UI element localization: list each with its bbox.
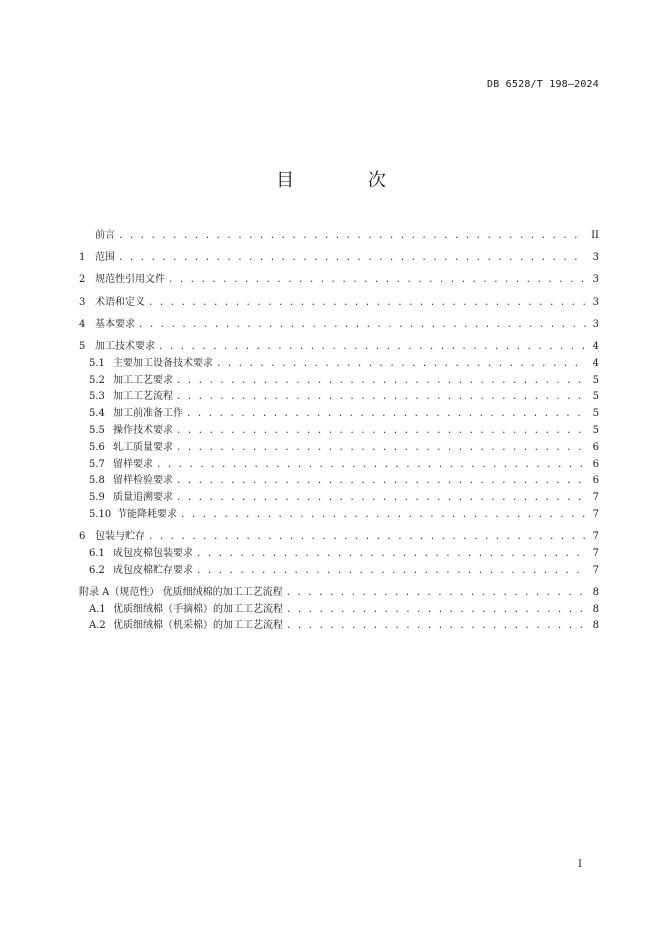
toc-entry-page: 7 <box>592 531 599 543</box>
toc-entry-page: 6 <box>592 458 599 470</box>
toc-entry-page: 4 <box>592 357 599 369</box>
toc-entry-number: 6 <box>79 531 86 543</box>
toc-entry-page: 7 <box>592 492 599 504</box>
toc-entry[interactable] <box>79 602 599 619</box>
toc-entry[interactable] <box>79 490 599 507</box>
toc-entry[interactable] <box>79 295 599 312</box>
toc-entry-number: 5 <box>79 340 86 352</box>
toc-entry[interactable] <box>79 457 599 474</box>
toc-entry[interactable] <box>79 507 599 524</box>
toc-dot-leader <box>176 373 586 390</box>
toc-entry-page: 6 <box>592 441 599 453</box>
toc-entry-number: 5.4 <box>89 408 105 420</box>
toc-entry-page: 5 <box>592 408 599 420</box>
toc-entry[interactable] <box>79 228 599 245</box>
page-number: I <box>578 859 582 870</box>
toc-entry-number: 5.7 <box>89 458 105 470</box>
toc-dot-leader <box>168 272 586 289</box>
toc-entry[interactable] <box>79 563 599 580</box>
toc-entry[interactable] <box>79 406 599 423</box>
toc-dot-leader <box>118 250 586 267</box>
toc-entry[interactable] <box>79 373 599 390</box>
toc-entry-label: 加工前准备工作 <box>113 408 183 420</box>
toc-entry-number: 6.2 <box>89 564 105 576</box>
toc-entry-label: 主要加工设备技术要求 <box>113 357 213 369</box>
toc-entry[interactable] <box>79 529 599 546</box>
toc-entry-page: 5 <box>592 424 599 436</box>
toc-entry-label: 质量追溯要求 <box>113 492 173 504</box>
toc-entry-label: 轧工质量要求 <box>113 441 173 453</box>
toc-dot-leader <box>176 490 586 507</box>
toc-dot-leader <box>158 339 586 356</box>
toc-dot-leader <box>138 317 586 334</box>
toc-entry[interactable] <box>79 546 599 563</box>
toc-entry-page: 7 <box>592 547 599 559</box>
toc-entry-page: 3 <box>592 296 599 308</box>
toc-entry[interactable] <box>79 250 599 267</box>
toc-entry-number: 5.6 <box>89 441 105 453</box>
toc-dot-leader <box>286 585 586 602</box>
toc-entry-label: 加工技术要求 <box>95 340 155 352</box>
toc-entry-number: 5.1 <box>89 357 105 369</box>
toc-entry-label: 加工工艺流程 <box>113 391 173 403</box>
toc-entry-label: 基本要求 <box>95 318 135 330</box>
toc-dot-leader <box>286 602 586 619</box>
toc-entry-number: 2 <box>79 274 86 286</box>
toc-entry[interactable] <box>79 356 599 373</box>
toc-entry-number: 5.2 <box>89 374 105 386</box>
toc-entry-number: A.2 <box>89 620 106 632</box>
toc-entry[interactable] <box>79 389 599 406</box>
toc-dot-leader <box>148 295 586 312</box>
toc-entry-number: 4 <box>79 318 86 330</box>
toc-dot-leader <box>180 507 586 524</box>
toc-entry-page: II <box>591 230 599 241</box>
toc-entry-number: 3 <box>79 296 86 308</box>
toc-dot-leader <box>196 546 586 563</box>
toc-entry-page: 3 <box>592 318 599 330</box>
toc-entry-label: 规范性引用文件 <box>95 274 165 286</box>
toc-dot-leader <box>118 228 586 245</box>
toc-entry-number: 5.8 <box>89 475 105 487</box>
toc-dot-leader <box>176 389 586 406</box>
toc-entry-page: 8 <box>592 586 599 598</box>
toc-entry-number: 5.3 <box>89 391 105 403</box>
toc-entry-number: 6.1 <box>89 547 105 559</box>
toc-entry-label: 成包皮棉包装要求 <box>113 547 193 559</box>
toc-dot-leader <box>196 563 586 580</box>
toc-entry[interactable] <box>79 317 599 334</box>
table-of-contents <box>79 228 599 635</box>
toc-entry-number: A.1 <box>89 603 106 615</box>
toc-entry-number: 5.10 <box>89 508 112 520</box>
toc-entry-label: 节能降耗要求 <box>117 508 177 520</box>
toc-dot-leader <box>176 473 586 490</box>
toc-entry[interactable] <box>79 339 599 356</box>
toc-entry[interactable] <box>79 585 599 602</box>
toc-entry-page: 4 <box>592 340 599 352</box>
toc-entry-label: 优质细绒棉（机采棉）的加工工艺流程 <box>113 620 283 632</box>
toc-entry-label: 留样要求 <box>113 458 153 470</box>
toc-entry-page: 6 <box>592 475 599 487</box>
toc-entry-number: 5.5 <box>89 424 105 436</box>
document-code: DB 6528/T 198—2024 <box>487 79 599 90</box>
toc-entry[interactable] <box>79 618 599 635</box>
toc-dot-leader <box>148 529 586 546</box>
toc-entry[interactable] <box>79 423 599 440</box>
toc-entry-page: 3 <box>592 274 599 286</box>
toc-dot-leader <box>176 440 586 457</box>
toc-entry-label: 优质细绒棉（手摘棉）的加工工艺流程 <box>113 603 283 615</box>
toc-entry-page: 7 <box>592 508 599 520</box>
toc-dot-leader <box>186 406 586 423</box>
toc-entry-page: 8 <box>592 620 599 632</box>
toc-entry-page: 5 <box>592 391 599 403</box>
toc-entry-page: 5 <box>592 374 599 386</box>
toc-entry-label: 成包皮棉贮存要求 <box>113 564 193 576</box>
toc-dot-leader <box>216 356 586 373</box>
toc-dot-leader <box>176 423 586 440</box>
toc-entry-number: 1 <box>79 252 86 264</box>
page-title: 目 次 <box>276 170 420 191</box>
toc-entry-label: 附录 A（规范性） 优质细绒棉的加工工艺流程 <box>79 586 283 598</box>
toc-dot-leader <box>156 457 586 474</box>
toc-dot-leader <box>286 618 586 635</box>
toc-entry-label: 前言 <box>95 230 115 241</box>
toc-entry[interactable] <box>79 473 599 490</box>
toc-entry-label: 术语和定义 <box>95 296 145 308</box>
toc-entry-label: 操作技术要求 <box>113 424 173 436</box>
toc-entry-label: 范围 <box>95 252 115 264</box>
toc-entry-label: 留样检验要求 <box>113 475 173 487</box>
toc-entry-page: 7 <box>592 564 599 576</box>
toc-entry[interactable] <box>79 440 599 457</box>
toc-entry-page: 8 <box>592 603 599 615</box>
toc-entry-label: 加工工艺要求 <box>113 374 173 386</box>
toc-entry-number: 5.9 <box>89 492 105 504</box>
toc-entry-page: 3 <box>592 252 599 264</box>
toc-entry[interactable] <box>79 272 599 289</box>
toc-entry-label: 包装与贮存 <box>95 531 145 543</box>
